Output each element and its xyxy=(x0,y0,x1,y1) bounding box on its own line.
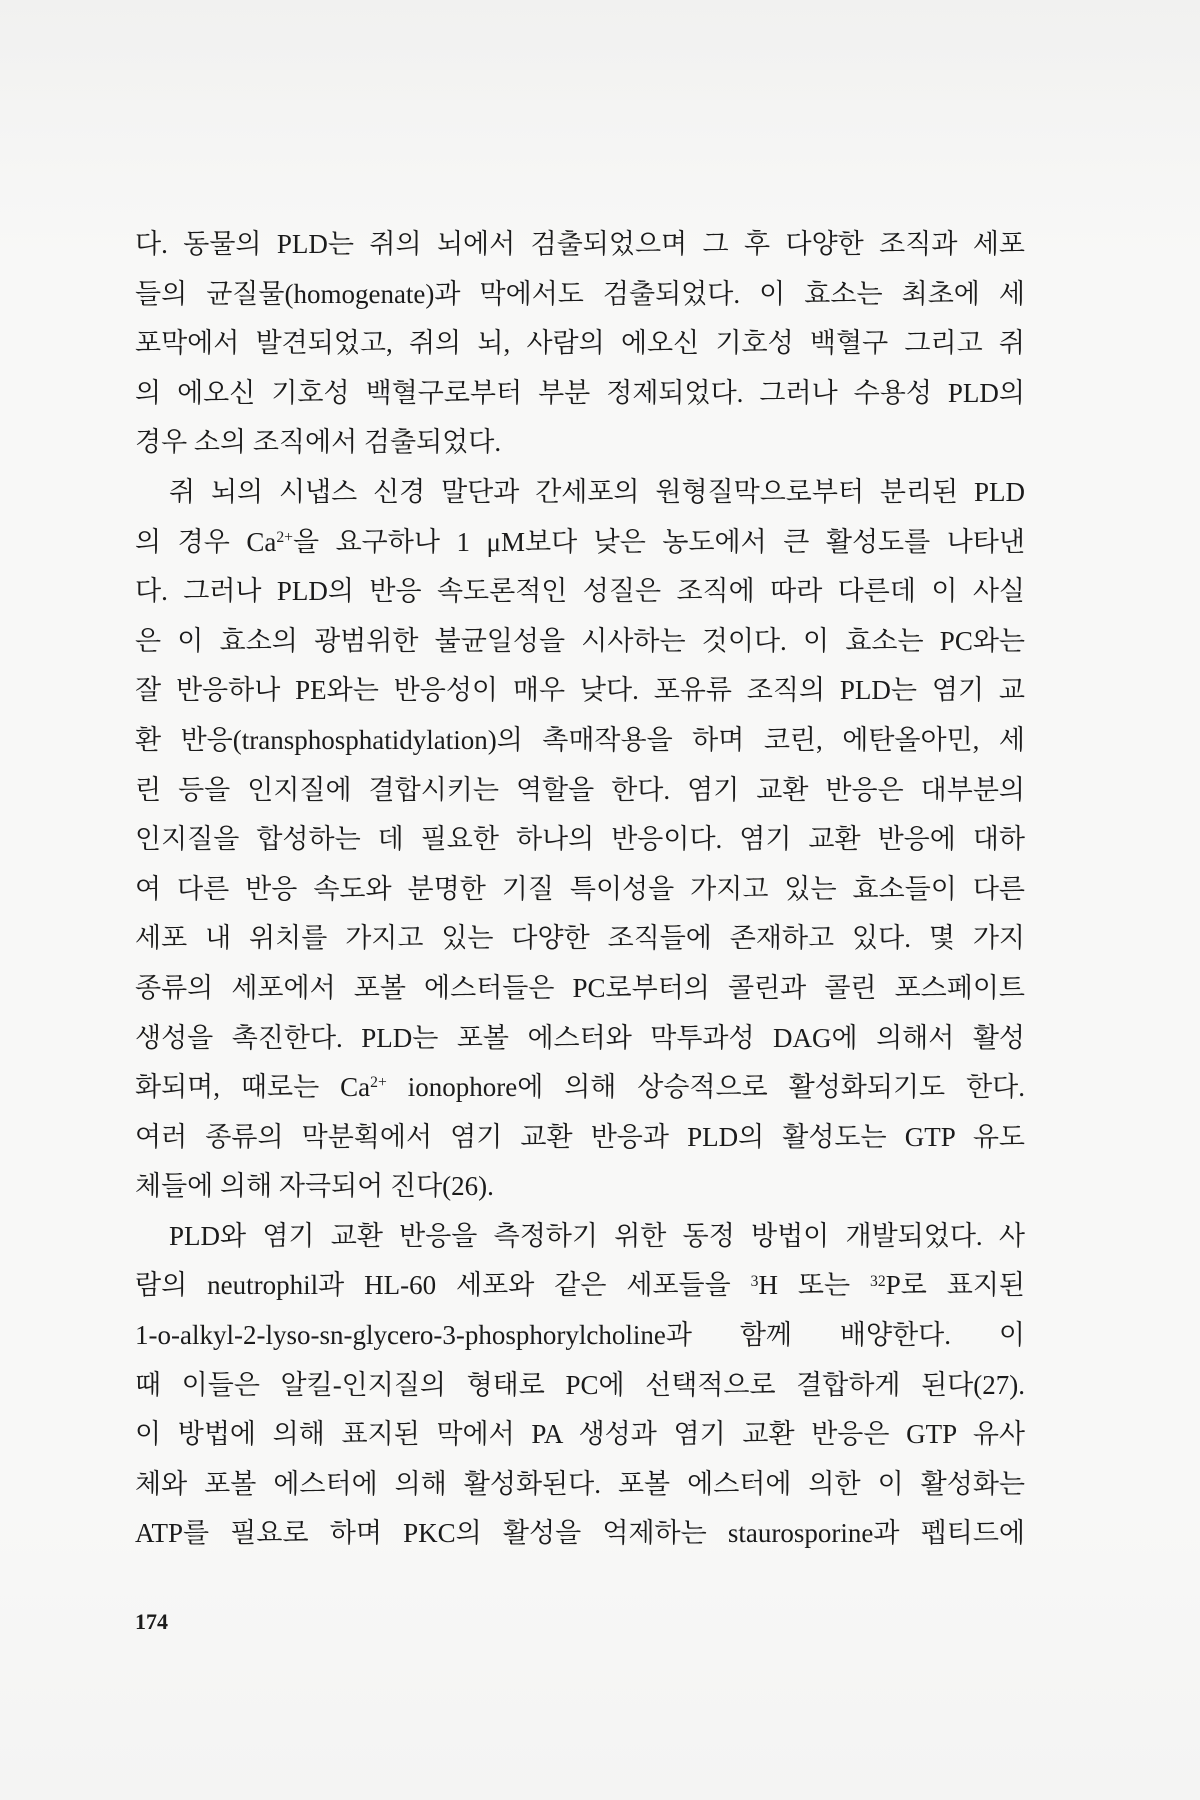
text-line: PLD와 염기 교환 반응을 측정하기 위한 동정 방법이 개발되었다. 사 xyxy=(169,1220,1025,1251)
page-number: 174 xyxy=(135,1609,168,1634)
text-line: 경우 소의 조직에서 검출되었다. xyxy=(135,427,502,458)
body-text xyxy=(135,220,1025,1559)
text-line: 체들에 의해 자극되어 진다(26). xyxy=(135,1171,494,1202)
text-line: 잘 반응하나 PE와는 반응성이 매우 낮다. 포유류 조직의 PLD는 염기 교 xyxy=(135,675,1025,706)
superscript: 2+ xyxy=(276,528,293,546)
text-line xyxy=(135,1063,1025,1113)
paragraph xyxy=(135,468,1025,1212)
text-segment: P로 표지된 xyxy=(885,1270,1025,1301)
text-segment: H 또는 xyxy=(758,1270,871,1301)
text-line: 쥐 뇌의 시냅스 신경 말단과 간세포의 원형질막으로부터 분리된 PLD xyxy=(169,476,1025,507)
text-segment: 을 요구하나 1 μM보다 낮은 농도에서 큰 활성도를 나타낸 xyxy=(292,526,1025,557)
text-line: 린 등을 인지질에 결합시키는 역할을 한다. 염기 교환 반응은 대부분의 xyxy=(135,774,1025,805)
text-segment: ionophore에 의해 상승적으로 활성화되기도 한다. xyxy=(386,1072,1025,1103)
text-segment: 의 경우 Ca xyxy=(135,526,277,557)
text-line: 종류의 세포에서 포볼 에스터들은 PC로부터의 콜린과 콜린 포스페이트 xyxy=(135,972,1025,1003)
superscript: 32 xyxy=(870,1272,886,1290)
text-line: 이 방법에 의해 표지된 막에서 PA 생성과 염기 교환 반응은 GTP 유사 xyxy=(135,1419,1025,1450)
text-line: 세포 내 위치를 가지고 있는 다양한 조직들에 존재하고 있다. 몇 가지 xyxy=(135,923,1025,954)
text-line: 인지질을 합성하는 데 필요한 하나의 반응이다. 염기 교환 반응에 대하 xyxy=(135,824,1025,855)
text-line: 환 반응(transphosphatidylation)의 촉매작용을 하며 코린, 에탄올아민, 세 xyxy=(135,724,1025,755)
text-line: 1-o-alkyl-2-lyso-sn-glycero-3-phosphorylcholine과 함께 배양한다. 이 xyxy=(135,1320,1025,1351)
text-line: 여러 종류의 막분획에서 염기 교환 반응과 PLD의 활성도는 GTP 유도 xyxy=(135,1121,1025,1152)
paragraph xyxy=(135,220,1025,468)
text-line: 포막에서 발견되었고, 쥐의 뇌, 사람의 에오신 기호성 백혈구 그리고 쥐 xyxy=(135,328,1025,359)
text-line: 체와 포볼 에스터에 의해 활성화된다. 포볼 에스터에 의한 이 활성화는 xyxy=(135,1468,1025,1499)
text-line: ATP를 필요로 하며 PKC의 활성을 억제하는 staurosporine과 펩티드에 xyxy=(135,1518,1025,1549)
superscript: 3 xyxy=(750,1272,759,1290)
paragraph xyxy=(135,1212,1025,1559)
text-line: 은 이 효소의 광범위한 불균일성을 시사하는 것이다. 이 효소는 PC와는 xyxy=(135,625,1025,656)
text-line: 다. 그러나 PLD의 반응 속도론적인 성질은 조직에 따라 다른데 이 사실 xyxy=(135,576,1025,607)
text-line: 여 다른 반응 속도와 분명한 기질 특이성을 가지고 있는 효소들이 다른 xyxy=(135,873,1025,904)
text-segment: 람의 neutrophil과 HL-60 세포와 같은 세포들을 xyxy=(135,1270,751,1301)
text-line: 들의 균질물(homogenate)과 막에서도 검출되었다. 이 효소는 최초에 세 xyxy=(135,278,1025,309)
text-line: 다. 동물의 PLD는 쥐의 뇌에서 검출되었으며 그 후 다양한 조직과 세포 xyxy=(135,229,1025,259)
text-line: 생성을 촉진한다. PLD는 포볼 에스터와 막투과성 DAG에 의해서 활성 xyxy=(135,1022,1025,1053)
text-segment: 화되며, 때로는 Ca xyxy=(135,1072,371,1103)
text-line xyxy=(135,1261,1025,1311)
text-line: 때 이들은 알킬-인지질의 형태로 PC에 선택적으로 결합하게 된다(27). xyxy=(135,1369,1025,1400)
text-line xyxy=(135,518,1025,568)
text-line: 의 에오신 기호성 백혈구로부터 부분 정제되었다. 그러나 수용성 PLD의 xyxy=(135,377,1025,408)
superscript: 2+ xyxy=(370,1074,387,1092)
